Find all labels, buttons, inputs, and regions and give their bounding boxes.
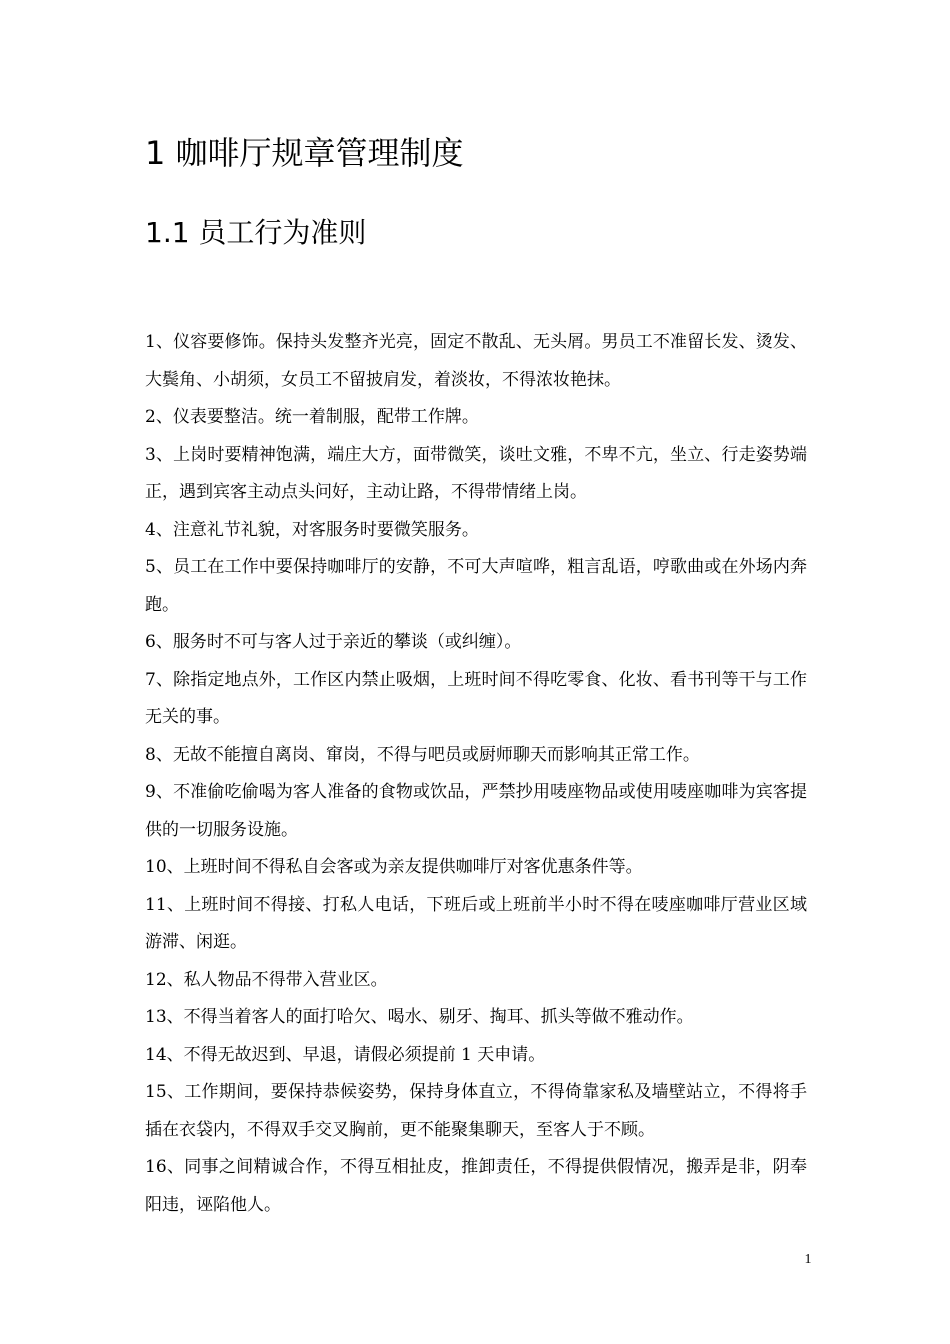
rule-paragraph: 8、无故不能擅自离岗、窜岗，不得与吧员或厨师聊天而影响其正常工作。 [145, 744, 700, 765]
rule-paragraph: 16、同事之间精诚合作，不得互相扯皮，推卸责任，不得提供假情况，搬弄是非，阴奉阳违，诬陷他人。 [145, 1157, 807, 1215]
rules-list [145, 324, 807, 1224]
rule-paragraph: 6、服务时不可与客人过于亲近的攀谈（或纠缠）。 [145, 632, 522, 652]
section-title: 1.1 员工行为准则 [145, 216, 367, 249]
chapter-title: 1 咖啡厅规章管理制度 [145, 134, 464, 172]
rule-paragraph: 10、上班时间不得私自会客或为亲友提供咖啡厅对客优惠条件等。 [145, 857, 643, 877]
rule-paragraph: 12、私人物品不得带入营业区。 [145, 969, 388, 990]
rule-paragraph: 13、不得当着客人的面打哈欠、喝水、剔牙、掏耳、抓头等做不雅动作。 [145, 1007, 694, 1027]
rule-paragraph: 3、上岗时要精神饱满，端庄大方，面带微笑，谈吐文雅，不卑不亢，坐立、行走姿势端正，遇到宾客主动点头问好，主动让路，不得带情绪上岗。 [145, 444, 807, 502]
rule-paragraph: 14、不得无故迟到、早退，请假必须提前 1 天申请。 [145, 1044, 546, 1065]
rule-paragraph: 4、注意礼节礼貌，对客服务时要微笑服务。 [145, 519, 479, 540]
rule-paragraph: 5、员工在工作中要保持咖啡厅的安静，不可大声喧哗，粗言乱语，哼歌曲或在外场内奔跑。 [145, 557, 807, 615]
page-number: 1 [804, 1252, 812, 1267]
rule-paragraph: 7、除指定地点外，工作区内禁止吸烟，上班时间不得吃零食、化妆、看书刊等干与工作无关的事。 [145, 669, 807, 727]
rule-paragraph: 1、仪容要修饰。保持头发整齐光亮，固定不散乱、无头屑。男员工不准留长发、烫发、大鬓角、小胡须，女员工不留披肩发，着淡妆，不得浓妆艳抹。 [145, 332, 807, 390]
rule-paragraph: 15、工作期间，要保持恭候姿势，保持身体直立，不得倚靠家私及墙壁站立，不得将手插在衣袋内，不得双手交叉胸前，更不能聚集聊天，至客人于不顾。 [145, 1082, 807, 1140]
rule-paragraph: 11、上班时间不得接、打私人电话，下班后或上班前半小时不得在唛座咖啡厅营业区域游滞、闲逛。 [145, 894, 807, 952]
rule-paragraph: 2、仪表要整洁。统一着制服，配带工作牌。 [145, 407, 479, 427]
rule-paragraph: 9、不准偷吃偷喝为客人准备的食物或饮品，严禁抄用唛座物品或使用唛座咖啡为宾客提供的一切服务设施。 [145, 782, 807, 840]
